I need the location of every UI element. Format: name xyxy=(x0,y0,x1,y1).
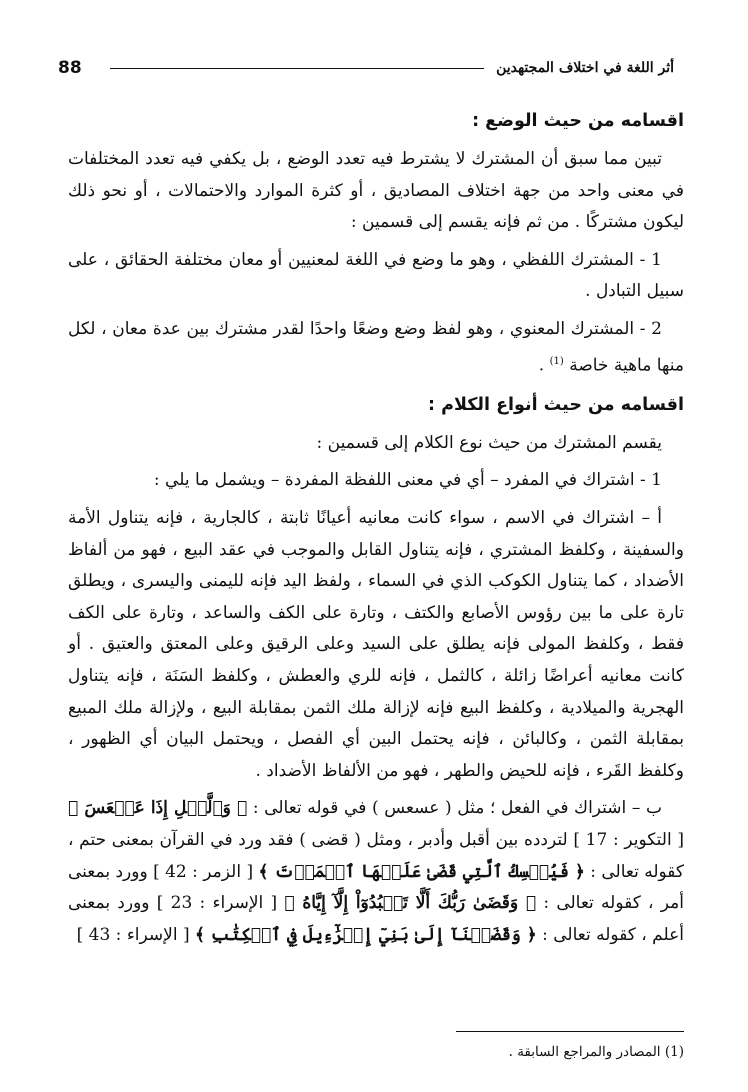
paragraph-singular-common: 1 - اشتراك في المفرد – أي في معنى اللفظة المفردة – ويشمل ما يلي : xyxy=(153,470,662,491)
page-number: 88 xyxy=(58,58,82,78)
footnote: (1) المصادر والمراجع السابقة . xyxy=(508,1044,684,1060)
header-rule xyxy=(110,68,484,69)
paragraph-intro: تبين مما سبق أن المشترك لا يشترط فيه تعدد الوضع ، بل يكفي فيه تعدد المختلفات في معنى واحد من جهة اختلاف المصاديق ، أو كثرة الموارد والاحتمالات ، أو نحو ذلك ليكون مشتركًا . من ثم فإنه يقسم إلى قسمين : xyxy=(68,149,684,233)
paragraph-verb-common xyxy=(68,793,684,951)
text-segment: [ الإسراء : 43 ] xyxy=(76,924,196,945)
quran-verse-takwir: ﴿ وَٱلَّيۡلِ إِذَا عَسۡعَسَ ﴾ xyxy=(68,798,248,819)
item2-end: . xyxy=(538,355,550,376)
quran-verse-zumar: ﴿ فَيُمۡسِكُ ٱلَّتِي قَضَىٰ عَلَيۡهَا ٱلۡمَوۡتَ ﴾ xyxy=(258,861,585,882)
quran-verse-isra-23: ﴿ وَقَضَىٰ رَبُّكَ أَلَّا تَعۡبُدُوٓاْ إِلَّآ إِيَّاهُ ﴾ xyxy=(284,893,537,914)
item2-text: 2 - المشترك المعنوي ، وهو لفظ وضع وضعًا واحدًا لقدر مشترك بين عدة معان ، لكل منها ماهية خاصة xyxy=(68,318,684,376)
footnote-rule xyxy=(456,1031,684,1032)
page-body xyxy=(68,104,684,957)
paragraph-verbal-common: 1 - المشترك اللفظي ، وهو ما وضع في اللغة لمعنيين أو معان مختلفة الحقائق ، على سبيل التبادل . xyxy=(68,249,684,302)
text-segment: [ الإسراء : 23 ] وورد بمعنى أعلم ، كقوله تعالى : xyxy=(68,893,684,945)
text-segment: ب – اشتراك في الفعل ؛ مثل ( عسعس ) في قوله تعالى : xyxy=(247,798,662,819)
quran-verse-isra-4: ﴿ وَقَضَيۡنَآ إِلَىٰ بَنِيٓ إِسۡرَٰٓءِيلَ فِي ٱلۡكِتَٰبِ ﴾ xyxy=(195,924,537,945)
running-title: أثر اللغة في اختلاف المجتهدين xyxy=(496,60,674,76)
paragraph-semantic-common xyxy=(68,314,684,382)
section-heading-speech-types: اقسامه من حيث أنواع الكلام : xyxy=(428,394,684,415)
text-segment: [ الزمر : 42 ] وورد بمعنى أمر ، كقوله تعالى : xyxy=(68,861,684,914)
section-heading-wad: اقسامه من حيث الوضع : xyxy=(472,111,684,131)
page-header xyxy=(58,54,674,82)
paragraph-speech-intro: يقسم المشترك من حيث نوع الكلام إلى قسمين : xyxy=(316,432,662,453)
footnote-ref: (1) xyxy=(549,355,564,367)
text-segment: [ التكوير : 17 ] لتردده بين أقبل وأدبر ، ومثل ( قضى ) فقد ورد في القرآن بمعنى حتم ، كقوله تعالى : xyxy=(68,829,684,882)
paragraph-noun-common: أ – اشتراك في الاسم ، سواء كانت معانيه أعيانًا ثابتة ، كالجارية ، فإنه يتناول الأمة والسفينة ، وكلفظ المشتري ، فإنه يتناول القابل والموجب في عقد البيع ، فهو من ألفاظ الأضداد ، كما يتناول الكوكب الذي في السماء ، ولفظ اليد فإنه لليمنى واليسرى ، ويطلق تارة على ما بين رؤوس الأصابع والكتف ، وتارة على الكف والساعد ، وتارة على الكف فقط ، وكلفظ المولى فإنه يطلق على السيد وعلى الرقيق وعلى المعتق والعتيق . أو كانت معانيه أعراضًا زائلة ، كالثمل ، فإنه للري والعطش ، وكلفظ السَنَة ، فإنه يتناول الهجرية والميلادية ، وكلفظ البيع فإنه لإزالة ملك الثمن بمقابلة البيع ، ولإزالة ملك المبيع بمقابلة الثمن ، وكالبائن ، فإنه يحتمل البين أي الفصل ، ويحتمل البيان أي الظهور ، وكلفظ القَرء ، فإنه للحيض والطهر ، فهو من الألفاظ الأضداد . xyxy=(68,508,684,781)
